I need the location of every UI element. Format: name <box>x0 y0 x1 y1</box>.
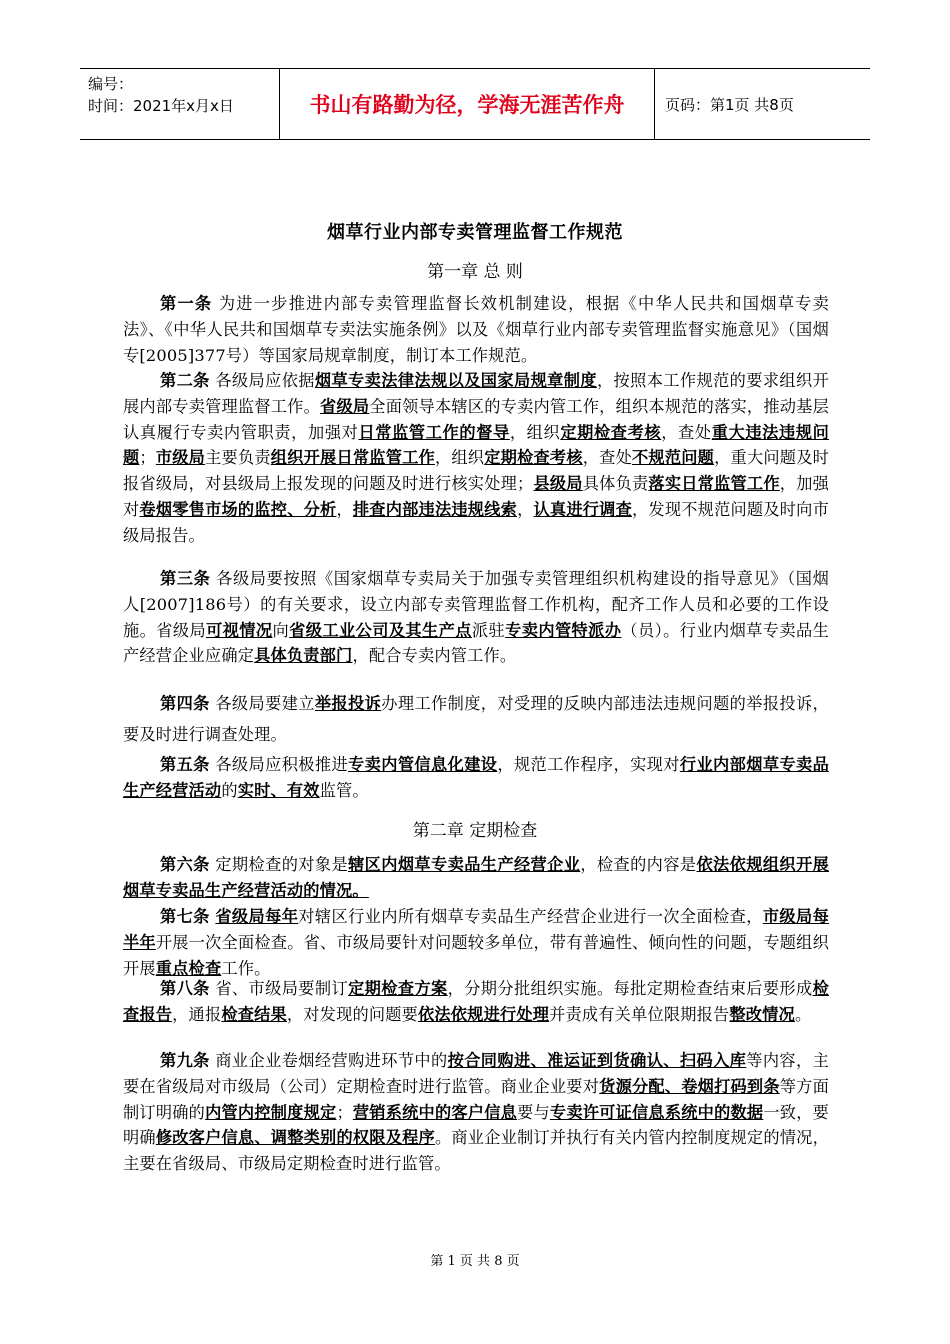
article-text: 一致，要明确 <box>123 1102 830 1148</box>
emphasized-text: 省级局 <box>320 396 370 416</box>
article-text: ，发现不规范问题及时向市级局报告。 <box>123 499 829 545</box>
article-text: 各级局要建立 <box>215 694 315 713</box>
emphasized-text: 重大违法违规问题 <box>123 422 830 468</box>
article-text: ，分期分批组织实施。每批定期检查结束后要形成 <box>447 979 813 998</box>
emphasized-text: 举报投诉 <box>314 694 382 713</box>
article-text: 为进一步推进内部专卖管理监督长效机制建设，根据《中华人民共和国烟草专卖法》、《中华人民共和国烟草专卖法实施条例》以及《烟草行业内部专卖管理监督实施意见》（国烟专[2005]377号）等国家局规章制度，制订本工作规范。 <box>123 294 830 365</box>
time-label: 时间：2021年x月x日 <box>88 97 234 115</box>
article-number: 第九条 <box>160 1051 210 1070</box>
emphasized-text: 辖区内烟草专卖品生产经营企业 <box>348 855 581 874</box>
article-text: 对辖区行业内所有烟草专卖品生产经营企业进行一次全面检查， <box>298 907 763 926</box>
article-text: 。 <box>794 1004 812 1024</box>
article-text: ，检查的内容是 <box>580 855 697 874</box>
article-text: 工作。 <box>221 958 271 978</box>
header-meta <box>80 69 280 139</box>
article-number: 第二条 <box>160 371 210 390</box>
article-text: 监管。 <box>319 780 369 800</box>
article-text: ，组织 <box>509 422 561 442</box>
article-text: 各级局应依据 <box>215 371 315 390</box>
emphasized-text: 定期检查方案 <box>348 979 448 998</box>
article-text: ，通报 <box>172 1004 222 1024</box>
emphasized-text: 具体负责部门 <box>254 646 353 666</box>
article-text: 办理工作制度，对受理的反映内部违法违规问题的举报投诉，要及时进行调查处理。 <box>123 694 829 744</box>
chapter-heading-1: 第一章 总 则 <box>427 262 523 282</box>
emphasized-text: 检查结果 <box>221 1004 287 1024</box>
article-text: 具体负责 <box>582 474 649 494</box>
emphasized-text: 认真进行调查 <box>533 499 632 519</box>
article-text: ，规范工作程序，实现对 <box>497 755 680 774</box>
article-text: 向 <box>272 620 290 640</box>
article-text: ， <box>517 499 534 519</box>
document-title: 烟草行业内部专卖管理监督工作规范 <box>327 222 623 243</box>
article-text: （员）。行业内烟草专卖品生产经营企业应确定 <box>123 620 830 666</box>
header-table <box>80 68 870 140</box>
article-text: 要与 <box>517 1102 550 1122</box>
emphasized-text: 检查报告 <box>123 979 829 1024</box>
emphasized-text: 卷烟零售市场的监控、分析 <box>139 499 337 519</box>
emphasized-text: 实时、有效 <box>237 780 320 800</box>
emphasized-text: 重点检查 <box>155 958 222 978</box>
article-7 <box>123 904 829 981</box>
article-text: ； <box>139 448 156 468</box>
article-text: ，配合专卖内管工作。 <box>352 646 517 666</box>
article-text: ，查处 <box>582 448 633 468</box>
article-number: 第一条 <box>160 294 213 313</box>
emphasized-text: 落实日常监管工作 <box>648 474 780 494</box>
emphasized-text: 营销系统中的客户信息 <box>352 1102 518 1122</box>
emphasized-text: 定期检查考核 <box>484 448 583 468</box>
emphasized-text: 依法依规组织开展烟草专卖品生产经营活动的情况。 <box>123 855 829 900</box>
emphasized-text: 日常监管工作的督导 <box>358 422 510 442</box>
emphasized-text: 县级局 <box>533 474 583 494</box>
article-text: ， <box>336 499 353 519</box>
emphasized-text: 排查内部违法违规线索 <box>352 499 518 519</box>
emphasized-text: 专卖内管特派办 <box>505 620 622 640</box>
emphasized-text: 依法依规进行处理 <box>418 1004 550 1024</box>
article-text: 派驻 <box>471 620 506 640</box>
article-1 <box>123 291 829 368</box>
emphasized-text: 省级工业公司及其生产点 <box>289 620 472 640</box>
emphasized-text: 整改情况 <box>729 1004 795 1024</box>
article-8 <box>123 976 829 1028</box>
article-text: ，重大问题及时报省级局，对县级局上报发现的问题及时进行核实处理； <box>123 448 830 494</box>
emphasized-text: 不规范问题 <box>632 448 715 468</box>
emphasized-text: 市级局 <box>155 448 206 468</box>
emphasized-text: 货源分配、卷烟打码到条 <box>599 1076 780 1096</box>
emphasized-text: 按合同购进、准运证到货确认、扫码入库 <box>447 1051 747 1070</box>
article-text: 的 <box>221 780 238 800</box>
emphasized-text: 修改客户信息、调整类别的权限及程序 <box>155 1128 435 1148</box>
emphasized-text: 专卖许可证信息系统中的数据 <box>549 1102 764 1122</box>
article-6 <box>123 852 829 904</box>
article-text: ，加强对 <box>123 474 830 519</box>
emphasized-text: 行业内部烟草专卖品生产经营活动 <box>123 755 829 800</box>
article-text: 等内容，主要在省级局对市级局（公司）定期检查时进行监管。商业企业要对 <box>123 1051 829 1096</box>
article-4 <box>123 688 829 750</box>
chapter-heading-2: 第二章 定期检查 <box>412 821 538 841</box>
article-text: 各级局应积极推进 <box>215 755 349 774</box>
emphasized-text: 内管内控制度规定 <box>205 1102 337 1122</box>
article-number: 第三条 <box>160 569 211 588</box>
article-text: ，按照本工作规范的要求组织开展内部专卖管理监督工作。 <box>123 371 829 416</box>
number-label: 编号： <box>88 75 134 93</box>
emphasized-text: 专卖内管信息化建设 <box>348 755 498 774</box>
article-number: 第八条 <box>160 979 210 998</box>
emphasized-text: 可视情况 <box>206 620 273 640</box>
page-info: 页码：第1页 共8页 <box>665 95 794 114</box>
article-9 <box>123 1048 829 1177</box>
emphasized-text: 市级局每半年 <box>123 907 829 952</box>
emphasized-text: 定期检查考核 <box>560 422 662 442</box>
article-number: 第六条 <box>160 855 210 874</box>
article-3 <box>123 566 829 669</box>
article-text: 各级局要按照《国家烟草专卖局关于加强专卖管理组织机构建设的指导意见》（国烟人[2007]186号）的有关要求，设立内部专卖管理监督工作机构，配齐工作人员和必要的工作设施。省级局 <box>123 569 829 640</box>
article-text: ； <box>336 1102 353 1122</box>
emphasized-text: 烟草专卖法律法规以及国家局规章制度 <box>314 371 597 390</box>
article-2 <box>123 368 829 549</box>
article-text: 并责成有关单位限期报告 <box>549 1004 730 1024</box>
article-text: 主要负责 <box>205 448 271 468</box>
article-text: 开展一次全面检查。省、市级局要针对问题较多单位，带有普遍性、倾向性的问题，专题组织开展 <box>123 932 829 978</box>
emphasized-text: 省级局每年 <box>215 907 299 926</box>
page-footer: 第 1 页 共 8 页 <box>430 1254 520 1269</box>
article-text: 商业企业卷烟经营购进环节中的 <box>215 1051 448 1070</box>
article-5 <box>123 752 829 804</box>
article-text: 定期检查的对象是 <box>215 855 349 874</box>
article-text: ，对发现的问题要 <box>286 1004 419 1024</box>
article-text: 等方面制订明确的 <box>123 1076 829 1122</box>
emphasized-text: 组织开展日常监管工作 <box>270 448 435 468</box>
article-text: ，查处 <box>661 422 712 442</box>
article-text: 全面领导本辖区的专卖内管工作，组织本规范的落实，推动基层认真履行专卖内管职责，加强对 <box>123 396 829 442</box>
article-text: 省、市级局要制订 <box>215 979 349 998</box>
article-number: 第四条 <box>160 694 210 713</box>
article-number: 第七条 <box>160 907 210 926</box>
article-number: 第五条 <box>160 755 210 774</box>
motto: 书山有路勤为径，学海无涯苦作舟 <box>280 69 655 139</box>
article-text: ，组织 <box>434 448 485 468</box>
article-text: 。商业企业制订并执行有关内管内控制度规定的情况，主要在省级局、市级局定期检查时进行监管。 <box>123 1128 829 1174</box>
